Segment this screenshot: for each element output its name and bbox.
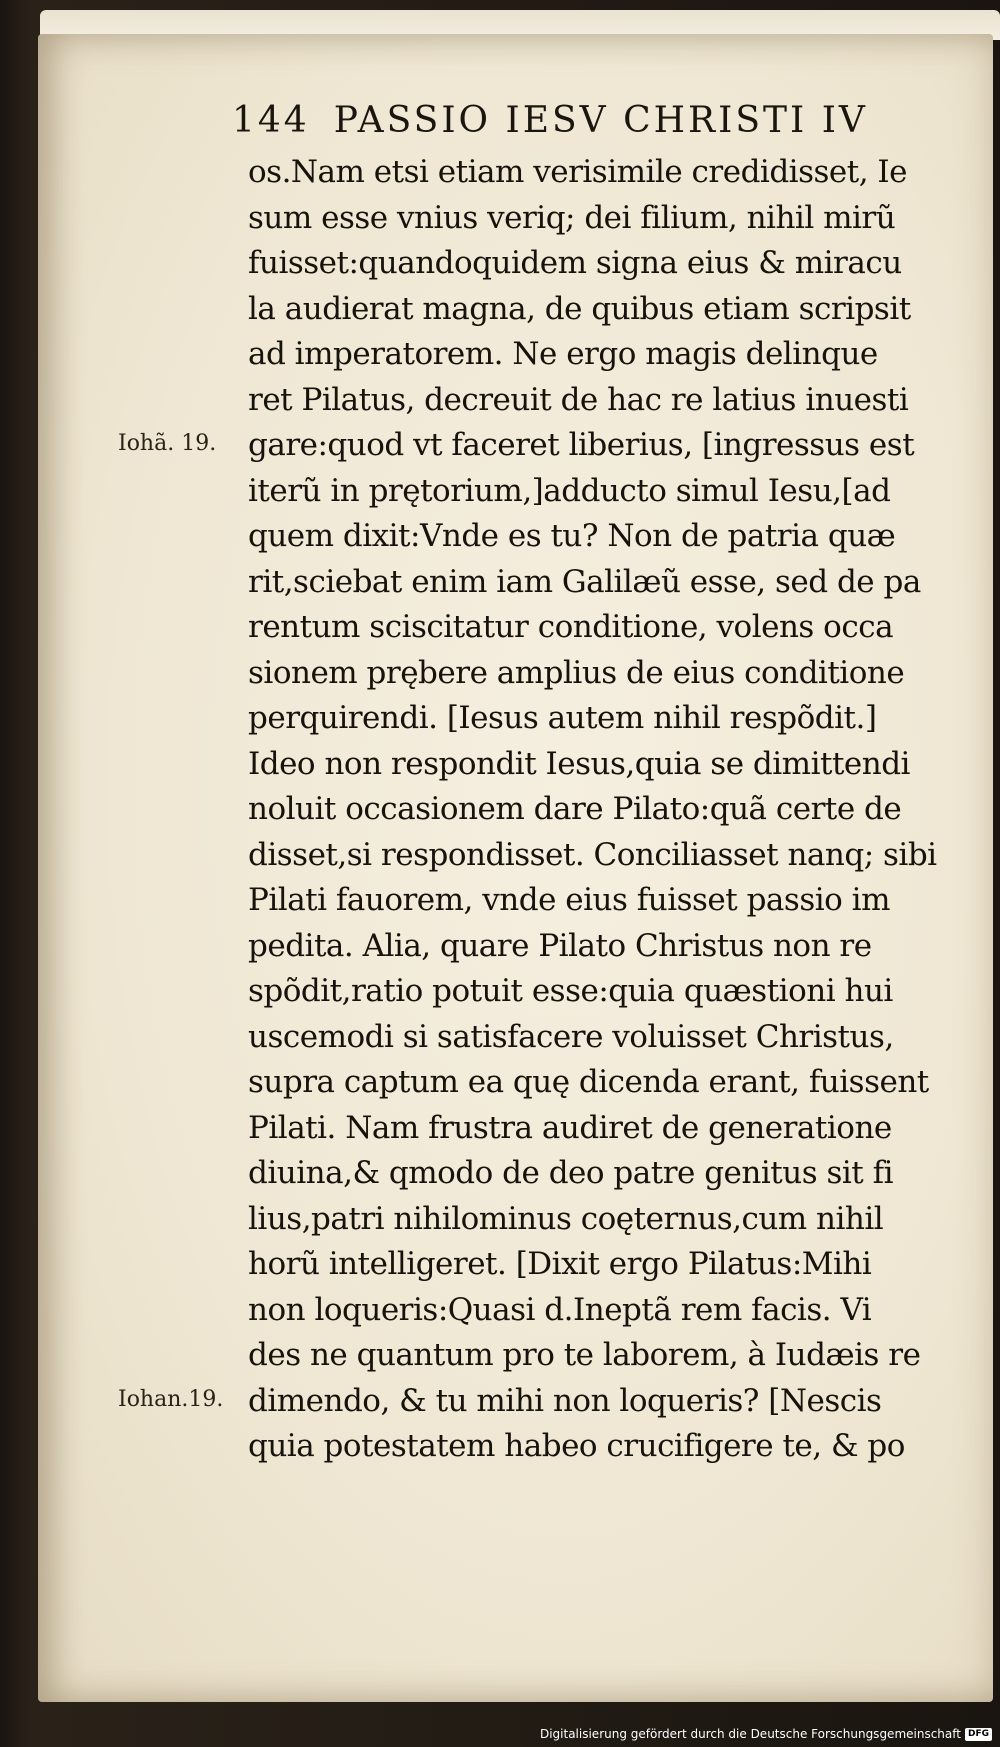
text-line: la audierat magna, de quibus etiam scripsit bbox=[248, 290, 911, 327]
text-line: dimendo, & tu mihi non loqueris? [Nescis bbox=[248, 1382, 882, 1419]
text-line: pedita. Alia, quare Pilato Christus non re bbox=[248, 927, 872, 964]
text-line: Ideo non respondit Iesus,quia se dimittendi bbox=[248, 745, 910, 782]
text-line: sum esse vnius veriq; dei filium, nihil mirũ bbox=[248, 199, 896, 236]
text-line: Pilati. Nam frustra audiret de generatione bbox=[248, 1109, 892, 1146]
text-line: lius,patri nihilominus coęternus,cum nihil bbox=[248, 1200, 884, 1237]
text-line: horũ intelligeret. [Dixit ergo Pilatus:Mihi bbox=[248, 1246, 872, 1282]
text-line: disset,si respondisset. Conciliasset nanq; sibi bbox=[248, 836, 937, 873]
footer-credit: Digitalisierung gefördert durch die Deutsche Forschungsgemeinschaft bbox=[539, 1727, 961, 1741]
text-line: perquirendi. [Iesus autem nihil respõdit.] bbox=[248, 700, 877, 736]
text-line: ret Pilatus, decreuit de hac re latius inuesti bbox=[248, 381, 909, 418]
text-line: diuina,& qmodo de deo patre genitus sit fi bbox=[248, 1155, 893, 1191]
text-line: rentum sciscitatur conditione, volens occa bbox=[248, 609, 894, 645]
text-line: Pilati fauorem, vnde eius fuisset passio im bbox=[248, 882, 890, 918]
margin-note: Iohã. 19. bbox=[118, 431, 217, 456]
text-line: uscemodi si satisfacere voluisset Christus, bbox=[248, 1018, 894, 1055]
text-line: rit,sciebat enim iam Galilæũ esse, sed de pa bbox=[248, 563, 921, 600]
text-line: sionem prębere amplius de eius conditione bbox=[248, 654, 905, 691]
text-line: supra captum ea quę dicenda erant, fuissent bbox=[248, 1064, 929, 1100]
body-text bbox=[248, 150, 968, 1470]
margin-note: Iohan.19. bbox=[118, 1386, 224, 1412]
running-header bbox=[232, 100, 932, 148]
text-line: gare:quod vt faceret liberius, [ingressus est bbox=[248, 427, 915, 463]
text-line: non loqueris:Quasi d.Ineptã rem facis. Vi bbox=[248, 1291, 872, 1328]
text-line: ad imperatorem. Ne ergo magis delinque bbox=[248, 336, 878, 372]
text-line: fuisset:quandoquidem signa eius & miracu bbox=[248, 245, 902, 281]
text-line: iterũ in prętorium,]adducto simul Iesu,[ad bbox=[248, 472, 891, 509]
text-line: os.Nam etsi etiam verisimile credidisset, Ie bbox=[248, 154, 908, 190]
text-line: quem dixit:Vnde es tu? Non de patria quæ bbox=[248, 518, 896, 554]
text-line: des ne quantum pro te laborem, à Iudæis re bbox=[248, 1337, 921, 1373]
page-number: 144 bbox=[232, 100, 310, 141]
digitization-footer bbox=[540, 1725, 992, 1743]
text-line: spõdit,ratio potuit esse:quia quæstioni hui bbox=[248, 973, 893, 1009]
running-title: PASSIO IESV CHRISTI IV bbox=[333, 100, 868, 141]
text-line: quia potestatem habeo crucifigere te, & po bbox=[248, 1428, 905, 1464]
text-line: noluit occasionem dare Pilato:quã certe de bbox=[248, 791, 902, 827]
dfg-logo-icon: DFG bbox=[965, 1728, 992, 1741]
